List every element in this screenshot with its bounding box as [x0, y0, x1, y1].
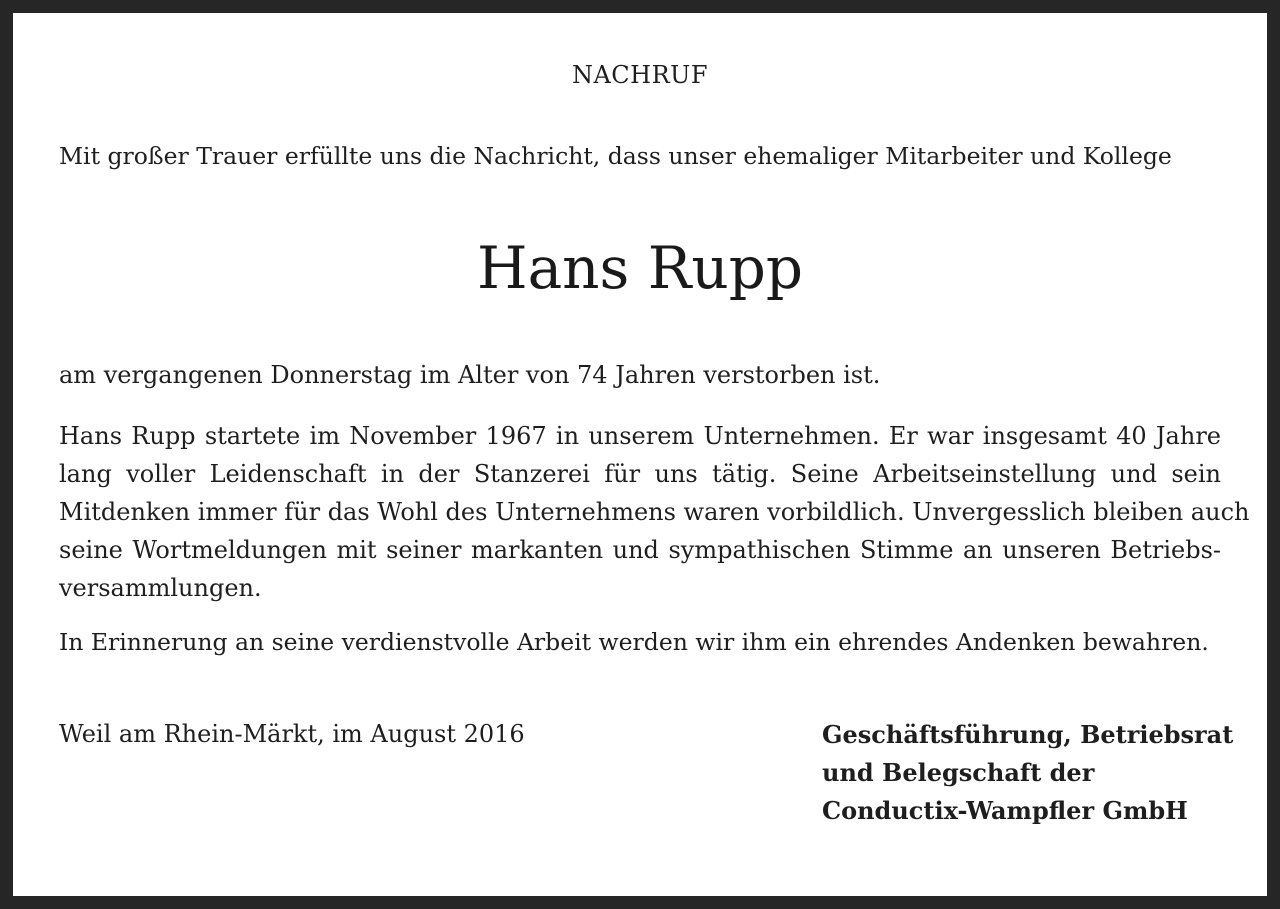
tribute-line: seine Wortmeldungen mit seiner markanten und sympathischen Stimme an unseren Betriebs- [59, 536, 1221, 564]
deceased-name: Hans Rupp [477, 234, 803, 302]
sender-line: Geschäftsführung, Betriebsrat [822, 720, 1234, 749]
intro-text: Mit großer Trauer erfüllte uns die Nachricht, dass unser ehemaliger Mitarbeiter und Kollege [59, 142, 1172, 170]
sender-block [822, 716, 1233, 830]
tribute-line: Mitdenken immer für das Wohl des Unternehmens waren vorbildlich. Unvergesslich bleiben auch [59, 498, 1250, 526]
sender-line: und Belegschaft der [822, 758, 1095, 787]
notice-heading: NACHRUF [571, 61, 709, 89]
place-date: Weil am Rhein-Märkt, im August 2016 [59, 720, 525, 748]
memory-line: In Erinnerung an seine verdienstvolle Arbeit werden wir ihm ein ehrendes Andenken bewahren. [59, 628, 1209, 656]
tribute-paragraph [59, 417, 1250, 607]
tribute-line: versammlungen. [59, 574, 262, 602]
death-line: am vergangenen Donnerstag im Alter von 74 Jahren verstorben ist. [59, 361, 881, 389]
tribute-line: Hans Rupp startete im November 1967 in unserem Unternehmen. Er war insgesamt 40 Jahre [59, 422, 1221, 450]
tribute-line: lang voller Leidenschaft in der Stanzerei für uns tätig. Seine Arbeitseinstellung und sein [59, 460, 1221, 488]
sender-line: Conductix-Wampfler GmbH [822, 796, 1188, 825]
obituary-notice [13, 13, 1267, 896]
